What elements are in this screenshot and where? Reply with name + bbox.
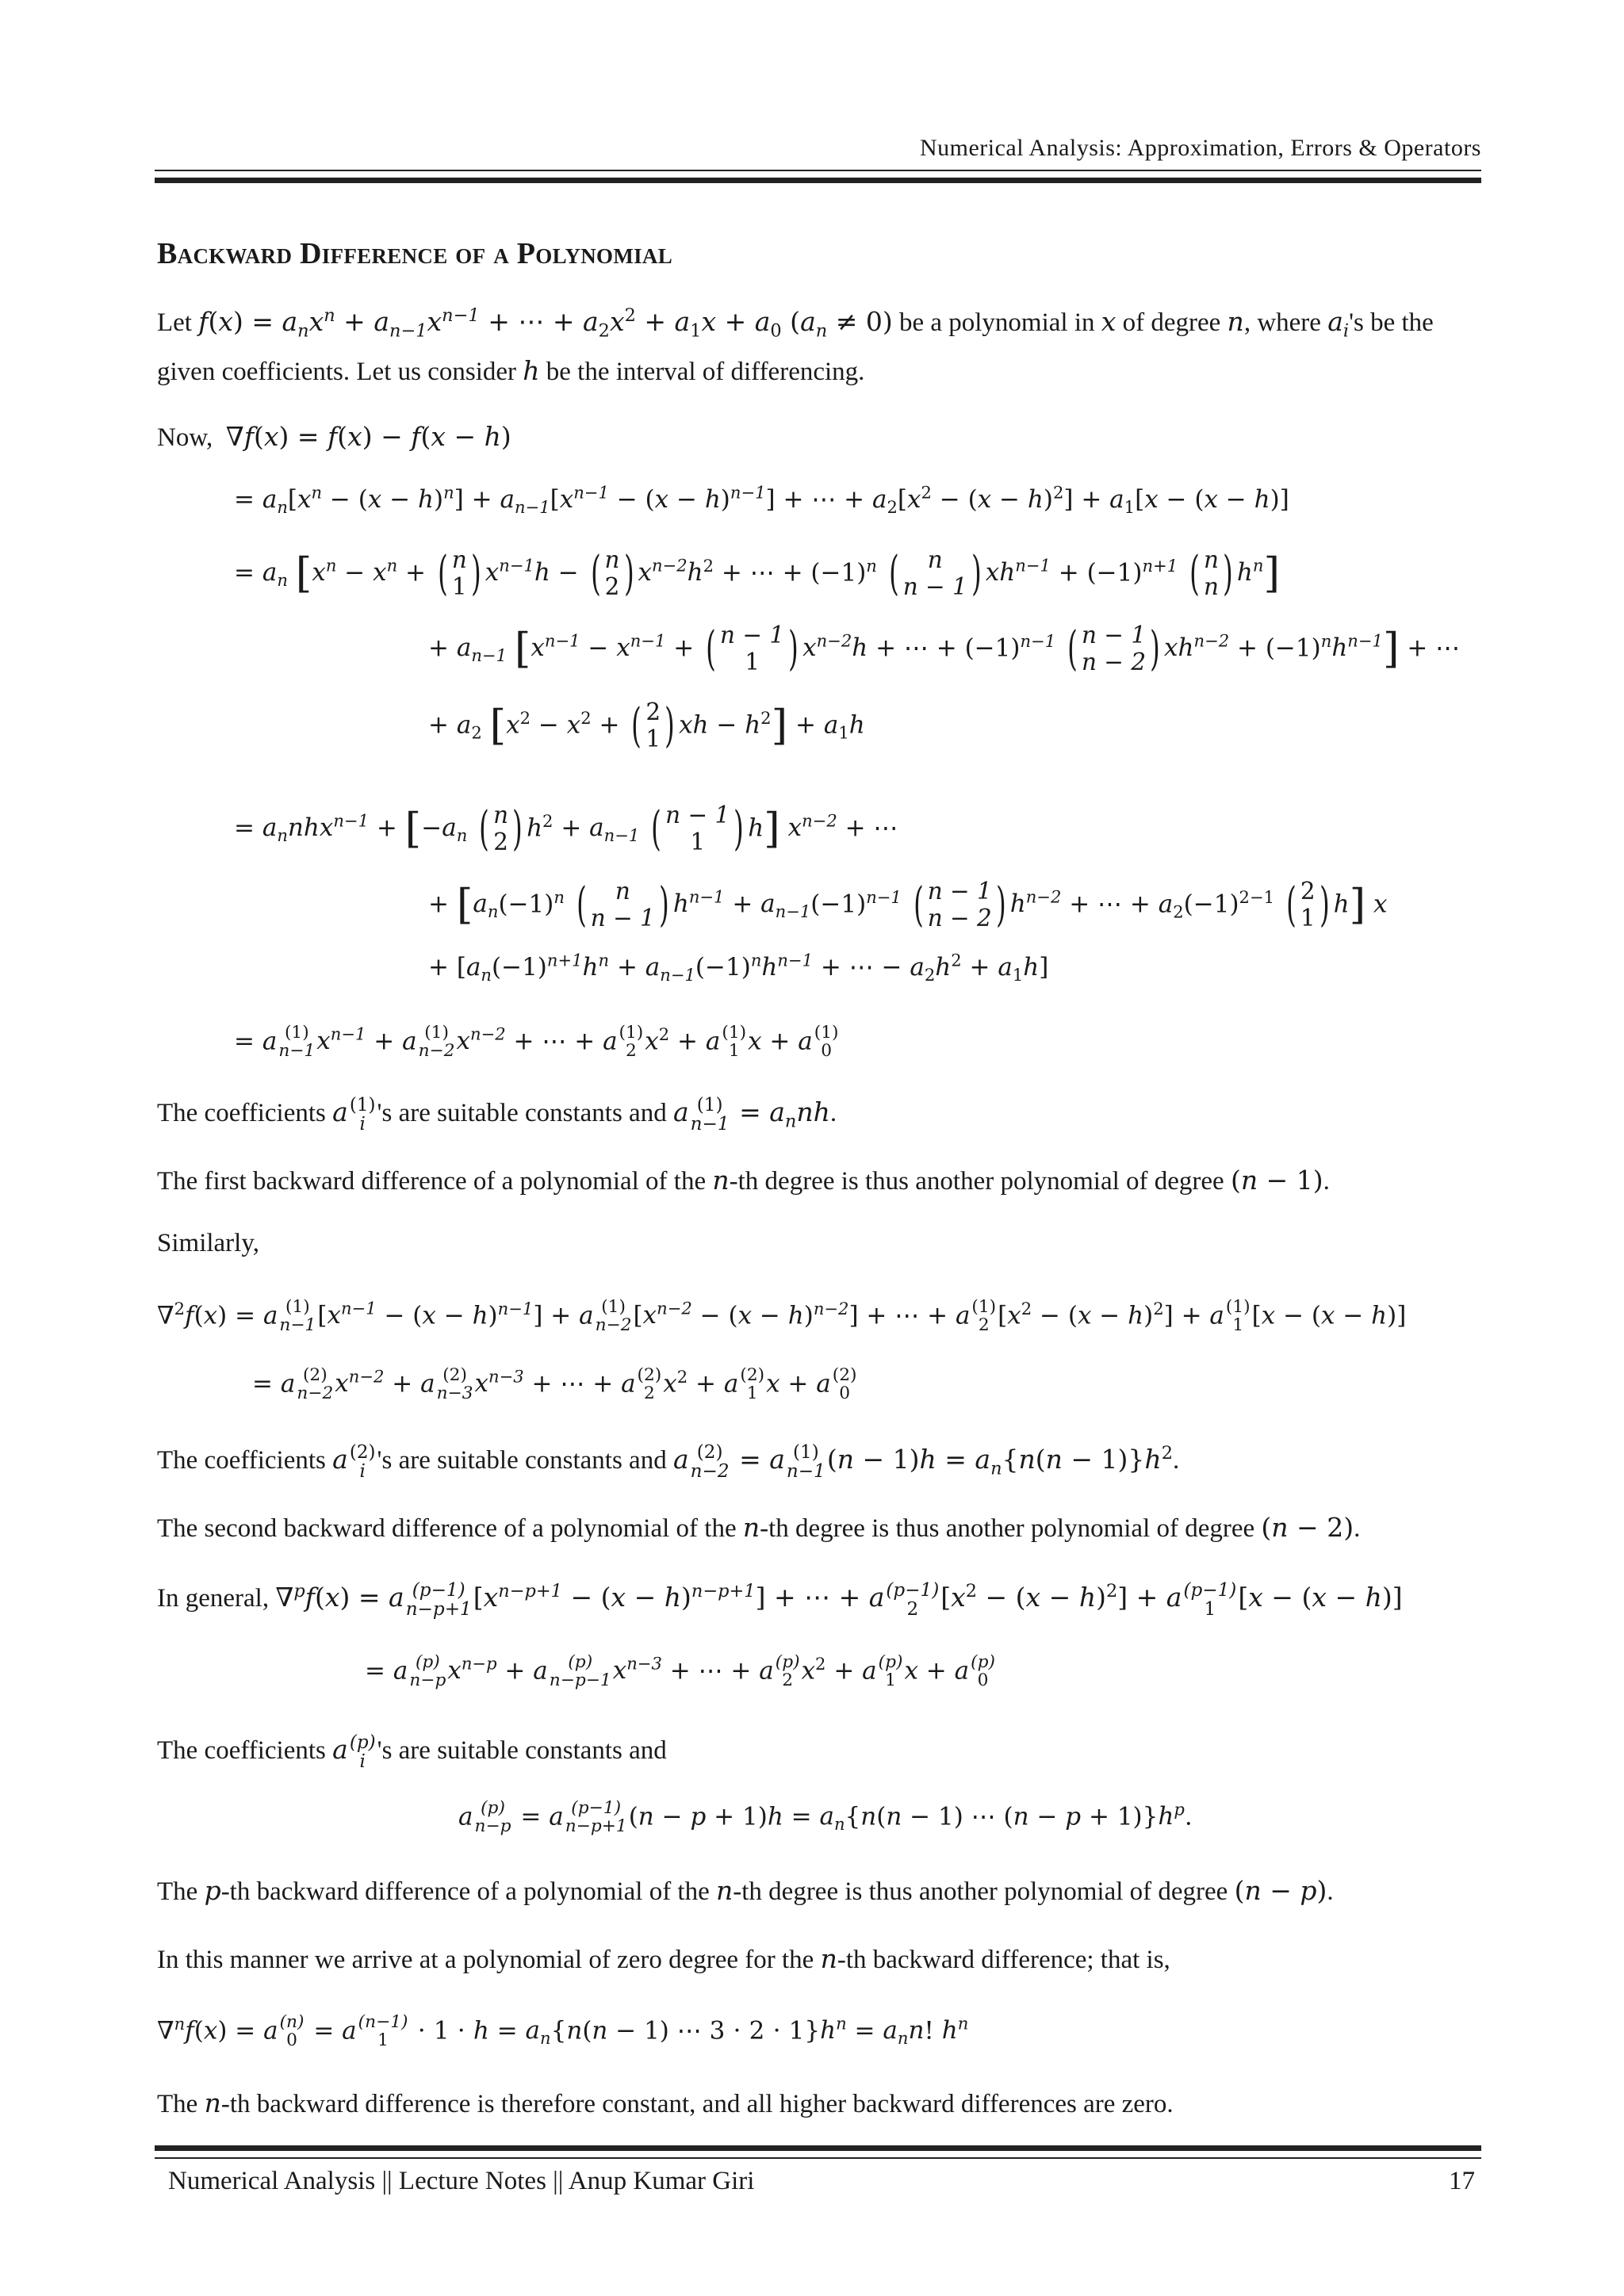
final-line: The n-th backward difference is therefore constant, and all higher backward differences are zero.: [157, 2087, 1174, 2118]
header-rule-thin: [155, 170, 1481, 171]
intro-line-2: given coefficients. Let us consider h be the interval of differencing.: [157, 355, 865, 386]
eq-collect-3: + [$a_n(-1)^{n+1}h^n + a_{n-1}(-1)^nh^{n-1}$ + ⋯ − $a_2h^2 + a_1h$]: [428, 950, 1049, 985]
eq-general-2: = a (p) n−p $x^{n-p} + a$ (p) n−p−1 $x^{n-3}$ + ⋯ + a (p) 2 $x^2 + a$ (p) 1 x + a (p) 0: [365, 1652, 995, 1690]
now-line: Now, ∇f(x) = f(x) − f(x − h): [157, 421, 511, 452]
footer-rule-thick: [155, 2145, 1481, 2151]
running-header: Numerical Analysis: Approximation, Errors & Operators: [919, 135, 1481, 161]
footer-rule-thin: [155, 2157, 1481, 2159]
header-rule-thick: [155, 178, 1481, 183]
eq-result-1: = a (1) n−1 $x^{n-1} + a$ (1) n−2 $x^{n-2}$ + ⋯ + a (1) 2 $x^2 + a$ (1) 1 x + a (1) 0: [234, 1023, 839, 1061]
first-diff-line: The first backward difference of a polynomial of the n-th degree is thus another polynomial of degree (n − 1).: [157, 1165, 1330, 1196]
manner-line: In this manner we arrive at a polynomial of zero degree for the n-th backward difference; that is,: [157, 1943, 1170, 1974]
footer-text: Numerical Analysis || Lecture Notes || Anup Kumar Giri: [168, 2167, 755, 2195]
eq-binomial-3: + $a_2$ [$x^2 - x^2$ + ( 2 1 ) xh − $h^2] + a_1h$: [428, 698, 865, 753]
eq-collect-1: = $a_nnhx^{n-1} + [-a_n$ ( n 2 ) $h^2 + a_{n-1}$ ( n − 1 1 ) h] $x^{n-2}$ + ⋯: [234, 801, 898, 856]
pth-diff-line: The p-th backward difference of a polynomial of the n-th degree is thus another polynomial of degree (n − p).: [157, 1875, 1334, 1906]
eq-second-2: = a (2) n−2 $x^{n-2} + a$ (2) n−3 $x^{n-3}$ + ⋯ + a (2) 2 $x^2 + a$ (2) 1 x + a (2) 0: [252, 1365, 857, 1403]
coefp-line: The coefficients a (p) i 's are suitable constants and: [157, 1732, 667, 1773]
general-line-1: In general, ∇$^p$f(x) = a (p−1) n−p+1 $[x^{n-p+1} - (x - h)^{n-p+1}]$ + ⋯ + a (p−1) 2 $[x^2 - (x - h)^2] + a$ (p−1) 1 [x − (x − h)]: [157, 1580, 1403, 1621]
eq-general-coef: a (p) n−p = a (p−1) n−p+1 $(n - p + 1)h = a_n\{n(n - 1)$ ⋯ $(n - p + 1)\}h^p$.: [458, 1798, 1193, 1836]
eq-binomial-2: + $a_{n-1}$ [$x^{n-1} - x^{n-1}$ + ( n − 1 1 ) $x^{n-2}h$ + ⋯ + $(-1)^{n-1}$ ( n − 1 n − 2 ) $xh^{n-2} + (-1)^nh^{n-1}$] + ⋯: [428, 621, 1461, 676]
second-diff-line: The second backward difference of a polynomial of the n-th degree is thus another polynomial of degree (n − 2).: [157, 1512, 1361, 1543]
page-number: 17: [1449, 2167, 1475, 2195]
eq-expand-1: = $a_n[x^n - (x - h)^n] + a_{n-1}[x^{n-1} - (x - h)^{n-1}]$ + ⋯ + $a_2[x^2 - (x - h)^2] + a_1[x - (x - h)]$: [234, 482, 1289, 518]
eq-binomial-1: = $a_n$ [$x^n - x^n$ + ( n 1 ) $x^{n-1}h$ − ( n 2 ) $x^{n-2}h^2$ + ⋯ + $(-1)^n$ ( n n − 1 ) $xh^{n-1} + (-1)^{n+1}$ ( n n ) $h^n$]: [234, 545, 1281, 601]
eq-collect-2: + [$a_n(-1)^n$ ( n n − 1 ) $h^{n-1} + a_{n-1}(-1)^{n-1}$ ( n − 1 n − 2 ) $h^{n-2}$ + ⋯ + $a_2(-1)^{2-1}$ ( 2 1 ) h] x: [428, 877, 1388, 932]
intro-line-1: Let $f(x) = a_nx^n + a_{n-1}x^{n-1}$ + ⋯ + $a_2x^2 + a_1x + a_0$ $(a_n \ne 0)$ be a polynomial in x of degree n, where $a_i's$ be the: [157, 305, 1434, 342]
eq-second-1: ∇$^2$f(x) = a (1) n−1 $[x^{n-1} - (x - h)^{n-1}] + a$ (1) n−2 $[x^{n-2} - (x - h)^{n-2}]$ + ⋯ + a (1) 2 $[x^2 - (x - h)^2] + a$ (1) 1 [x − (x − h)]: [157, 1297, 1407, 1335]
similarly-line: Similarly,: [157, 1229, 259, 1257]
section-title: Backward Difference of a Polynomial: [157, 237, 673, 270]
eq-nth-diff: ∇$^n$f(x) = a (n) 0 = a (n−1) 1 ⋅ $1 \cdot h = a_n\{n(n - 1)$ ⋯ $3 \cdot 2 \cdot 1\}h^n = a_nn$! $h^n$: [157, 2012, 969, 2050]
coef1-line: The coefficients a (1) i 's are suitable constants and a (1) n−1 = $a_nnh$.: [157, 1095, 837, 1135]
coef2-line: The coefficients a (2) i 's are suitable constants and a (2) n−2 = a (1) n−1 $(n - 1)h = a_n\{n(n - 1)\}h^2$.: [157, 1442, 1180, 1483]
